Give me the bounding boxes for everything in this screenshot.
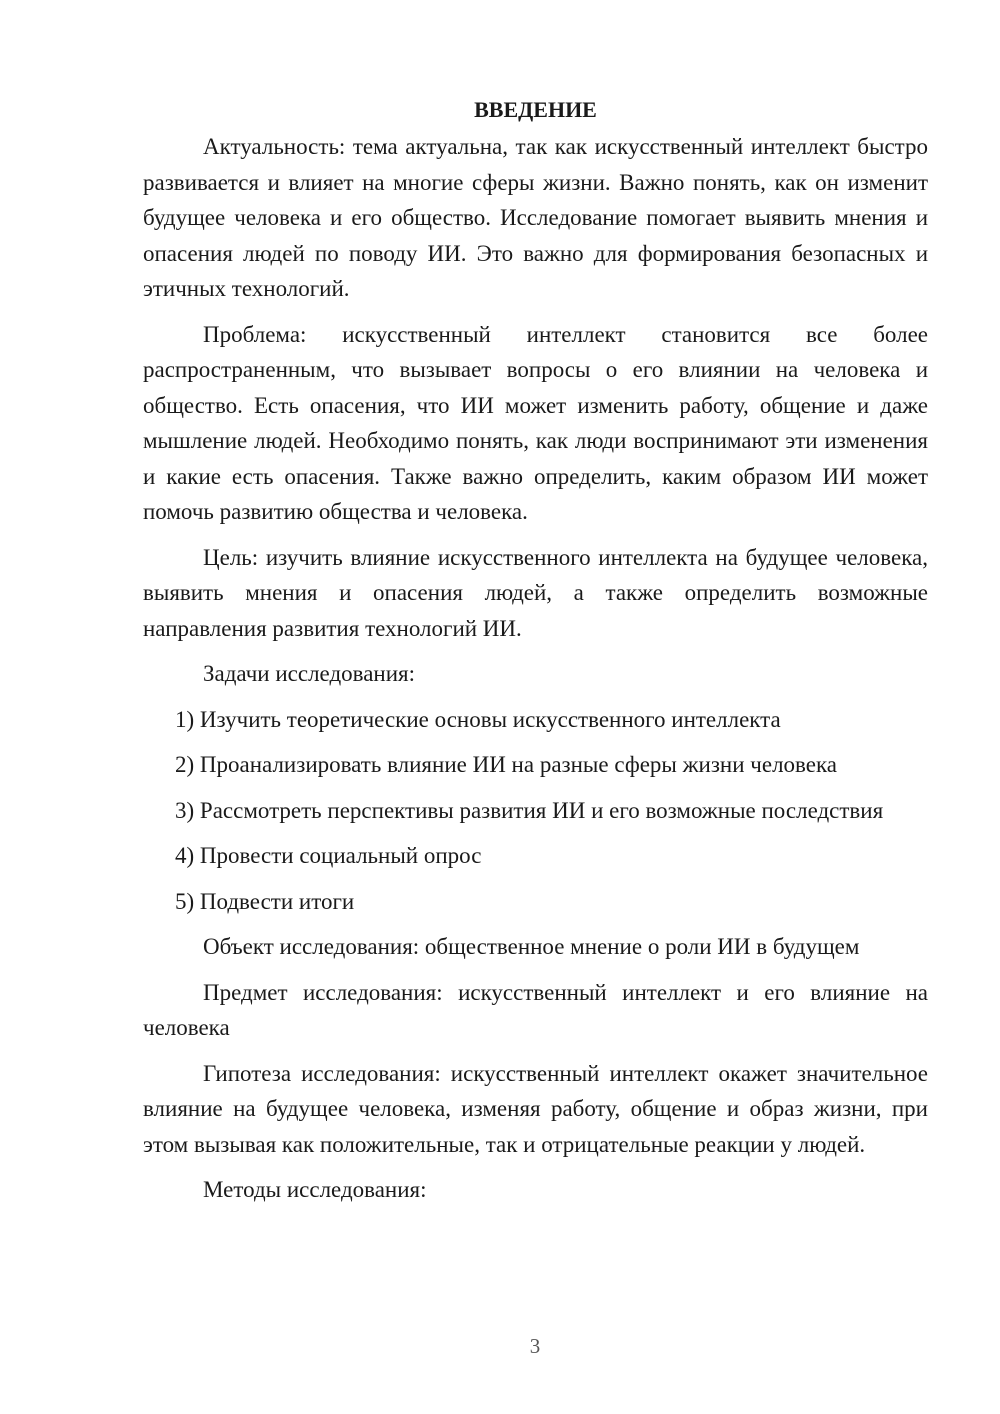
task-item-1: 1) Изучить теоретические основы искусственного интеллекта — [175, 706, 781, 732]
methods-heading: Методы исследования: — [203, 1177, 427, 1202]
object-paragraph: Объект исследования: общественное мнение о роли ИИ в будущем — [203, 934, 860, 959]
section-title: ВВЕДЕНИЕ — [474, 97, 597, 122]
document-page — [143, 92, 928, 1218]
subject-paragraph: Предмет исследования: искусственный интеллект и его влияние на человека — [143, 979, 928, 1040]
goal-paragraph: Цель: изучить влияние искусственного интеллекта на будущее человека, выявить мнения и опасения людей, а также определить возможные направления развития технологий ИИ. — [143, 544, 928, 641]
problem-paragraph: Проблема: искусственный интеллект становится все более распространенным, что вызывает вопросы о его влиянии на человека и общество. Есть опасения, что ИИ может изменить работу, общение и даже мышление людей. Необходимо понять, как люди воспринимают эти изменения и какие есть опасения. Также важно определить, каким образом ИИ может помочь развитию общества и человека. — [143, 321, 928, 524]
tasks-heading: Задачи исследования: — [203, 661, 416, 686]
task-item-2: 2) Проанализировать влияние ИИ на разные сферы жизни человека — [175, 752, 838, 777]
task-item-4: 4) Провести социальный опрос — [175, 843, 482, 868]
relevance-paragraph: Актуальность: тема актуальна, так как искусственный интеллект быстро развивается и влияет на многие сферы жизни. Важно понять, как он изменит будущее человека и его общество. Исследование помогает выявить мнения и опасения людей по поводу ИИ. Это важно для формирования безопасных и этичных технологий. — [143, 134, 928, 301]
page-number: 3 — [529, 1334, 541, 1358]
task-item-3: 3) Рассмотреть перспективы развития ИИ и его возможные последствия — [175, 797, 884, 823]
hypothesis-paragraph: Гипотеза исследования: искусственный интеллект окажет значительное влияние на будущее человека, изменяя работу, общение и образ жизни, при этом вызывая как положительные, так и отрицательные реакции у людей. — [143, 1060, 928, 1157]
task-item-5: 5) Подвести итоги — [175, 888, 355, 914]
